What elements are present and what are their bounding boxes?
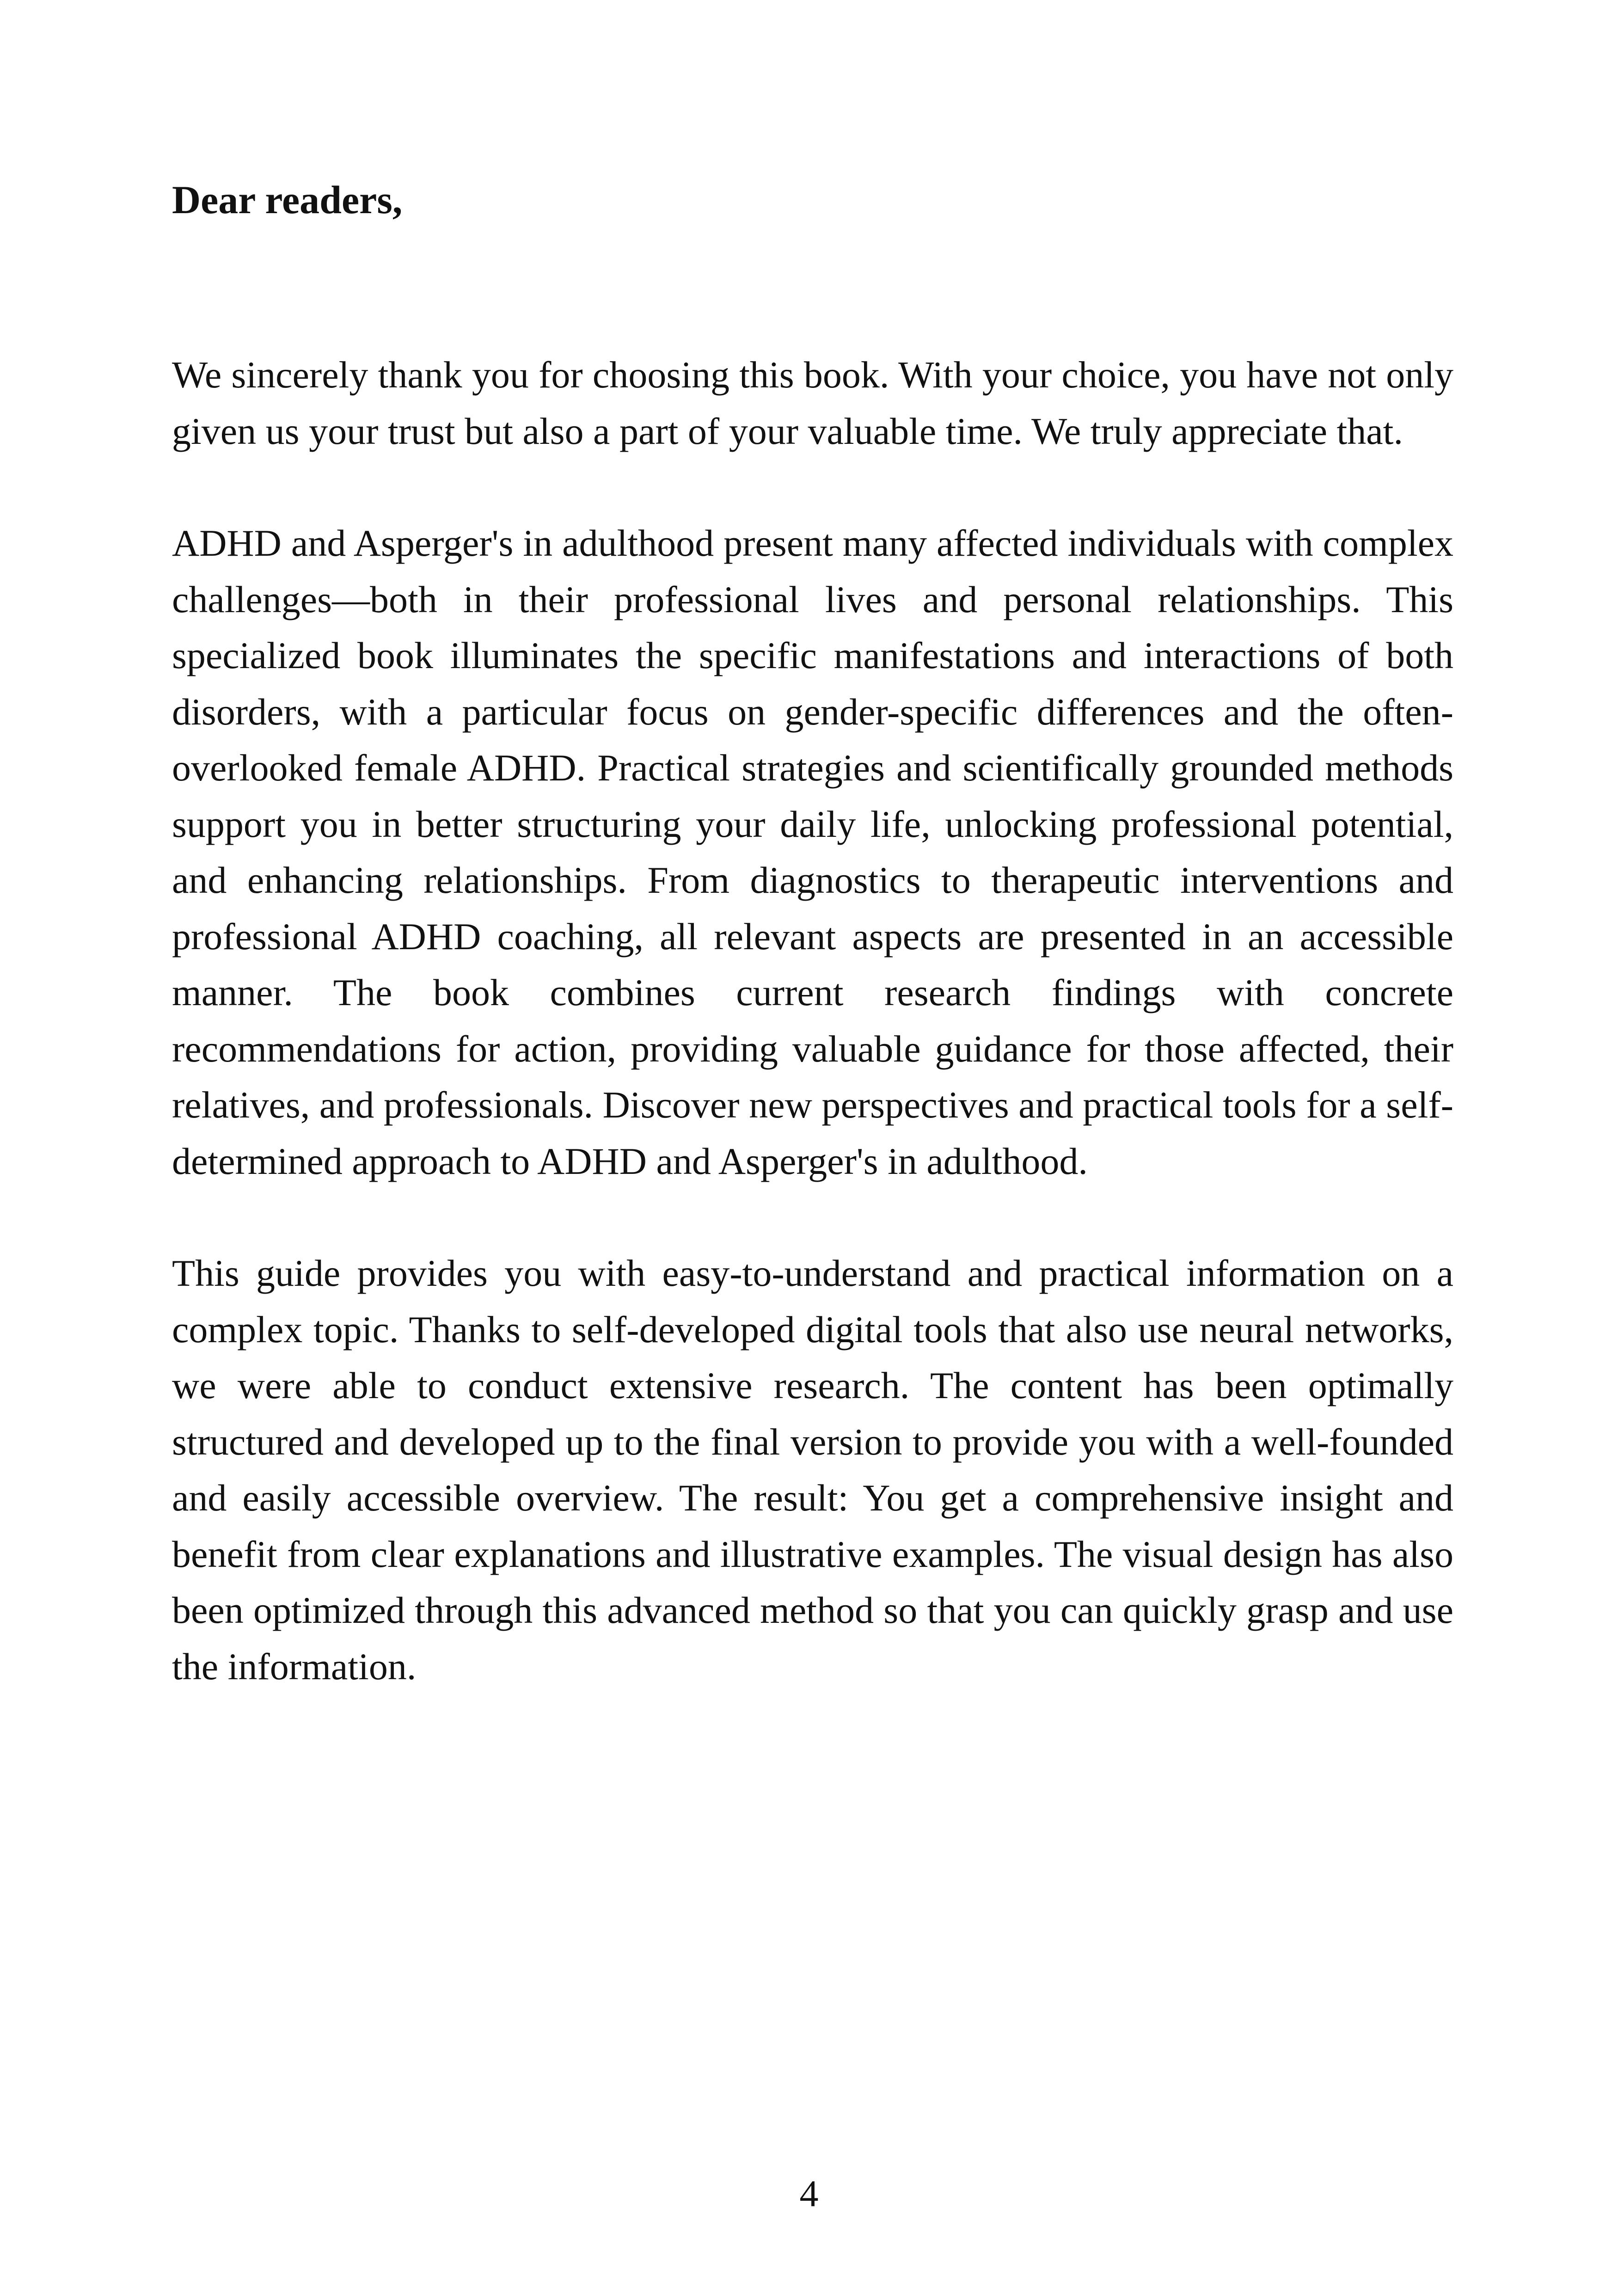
paragraph-guide-info: This guide provides you with easy-to-understand and practical information on a complex topic. Thanks to self-developed digital tools that also use neural networks, we were able to conduct extensive research. The content has been optimally structured and developed up to the final version to provide you with a well-founded and easily accessible overview. The result: You get a comprehensive insight and benefit from clear explanations and illustrative examples. The visual design has also been optimized through this advanced method so that you can quickly grasp and use the information. <box>172 1252 1453 1688</box>
greeting-heading: Dear readers, <box>172 178 403 222</box>
page-number: 4 <box>799 2173 819 2215</box>
paragraph-book-summary: ADHD and Asperger's in adulthood present many affected individuals with complex challenges—both in their professional lives and personal relationships. This specialized book illuminates the specific manifestations and interactions of both disorders, with a particular focus on gender-specific differences and the often-overlooked female ADHD. Practical strategies and scientifically grounded methods support you in better structuring your daily life, unlocking professional potential, and enhancing relationships. From diagnostics to therapeutic interventions and professional ADHD coaching, all relevant aspects are presented in an accessible manner. The book combines current research findings with concrete recommendations for action, providing valuable guidance for those affected, their relatives, and professionals. Discover new perspectives and practical tools for a self-determined approach to ADHD and Asperger's in adulthood. <box>172 522 1453 1182</box>
paragraph-thanks: We sincerely thank you for choosing this book. With your choice, you have not only given us your trust but also a part of your valuable time. We truly appreciate that. <box>172 354 1453 452</box>
page-content <box>172 172 1453 1750</box>
